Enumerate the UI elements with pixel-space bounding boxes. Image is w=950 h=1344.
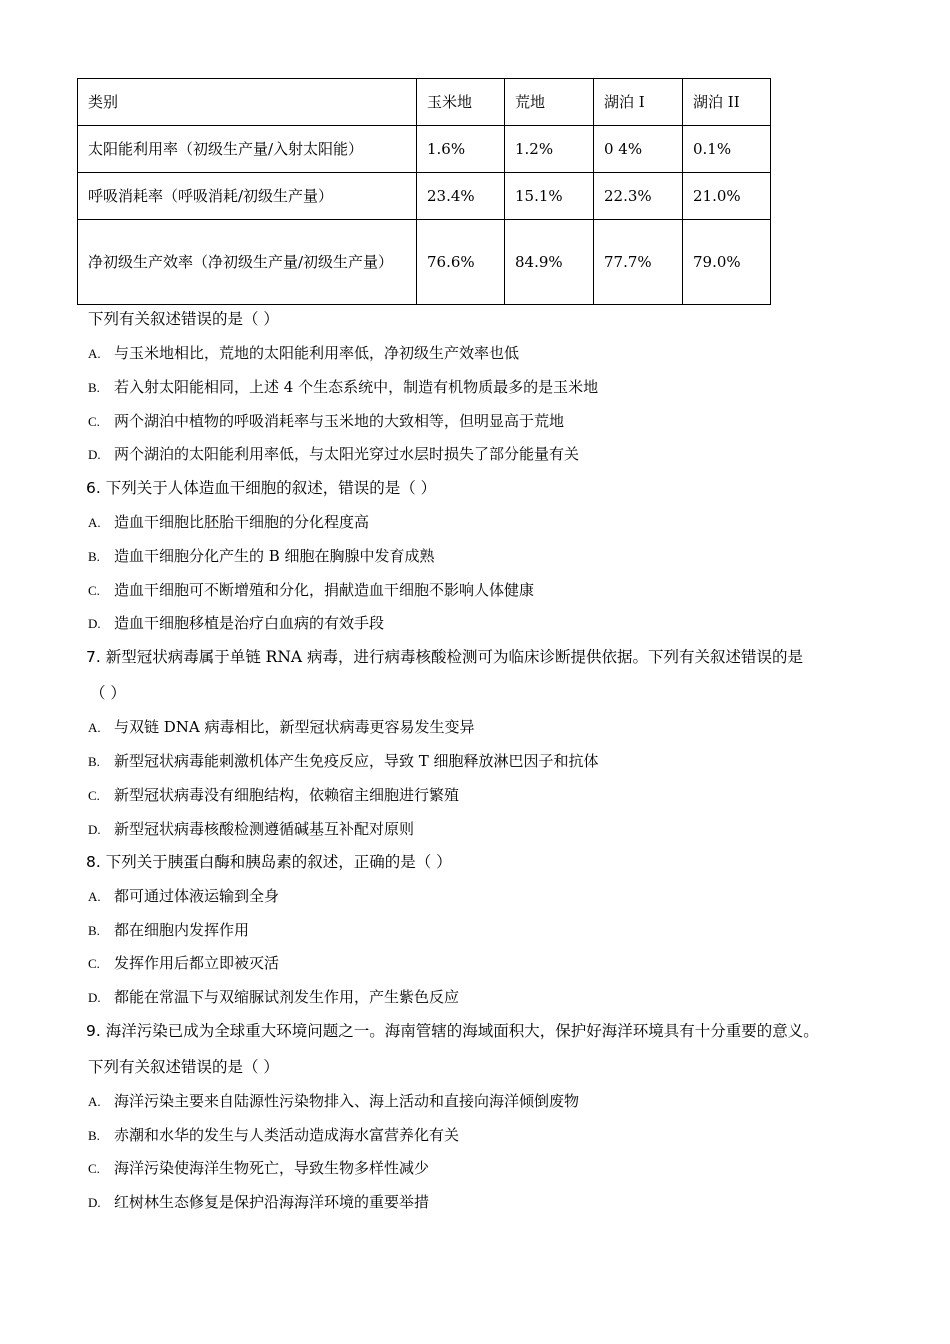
question-stem: 下列关于胰蛋白酶和胰岛素的叙述，正确的是（ ） — [105, 853, 452, 871]
question-stem-continued: 下列有关叙述错误的是（ ） — [88, 1058, 279, 1076]
table-cell: 22.3% — [594, 173, 683, 220]
option-letter: C. — [88, 956, 100, 971]
table-header-cell: 湖泊 I — [594, 79, 683, 126]
question-7 — [86, 647, 803, 667]
option-text: 新型冠状病毒能刺激机体产生免疫反应，导致 T 细胞释放淋巴因子和抗体 — [114, 752, 599, 770]
option-b — [88, 751, 599, 772]
question-number: 6. — [86, 479, 101, 497]
option-b — [88, 546, 435, 567]
option-letter: A. — [88, 720, 101, 735]
table-cell: 21.0% — [683, 173, 771, 220]
option-text: 若入射太阳能相同，上述 4 个生态系统中，制造有机物质最多的是玉米地 — [114, 378, 599, 396]
option-text: 造血干细胞分化产生的 B 细胞在胸腺中发育成熟 — [114, 547, 435, 565]
option-a — [88, 512, 369, 533]
option-c — [88, 411, 564, 432]
option-text: 造血干细胞移植是治疗白血病的有效手段 — [114, 614, 385, 632]
question-stem-continued: （ ） — [90, 684, 126, 702]
option-letter: D. — [88, 616, 101, 631]
table-cell: 79.0% — [683, 220, 771, 305]
table-cell: 84.9% — [505, 220, 594, 305]
option-text: 海洋污染主要来自陆源性污染物排入、海上活动和直接向海洋倾倒废物 — [114, 1092, 580, 1110]
question-stem: 新型冠状病毒属于单链 RNA 病毒，进行病毒核酸检测可为临床诊断提供依据。下列有关叙述错误的是 — [105, 648, 804, 666]
option-text: 与玉米地相比，荒地的太阳能利用率低，净初级生产效率也低 — [114, 344, 520, 362]
option-c — [88, 1158, 429, 1179]
option-letter: D. — [88, 1195, 101, 1210]
ecosystem-table — [77, 78, 771, 305]
option-d — [88, 987, 459, 1008]
table-cell: 净初级生产效率（净初级生产量/初级生产量） — [78, 220, 417, 305]
option-a — [88, 717, 475, 738]
option-letter: B. — [88, 1128, 100, 1143]
option-c — [88, 580, 534, 601]
question-stem: 下列有关叙述错误的是（ ） — [88, 310, 279, 328]
table-cell: 0 4% — [594, 126, 683, 173]
option-d — [88, 819, 414, 840]
table-cell: 太阳能利用率（初级生产量/入射太阳能） — [78, 126, 417, 173]
option-letter: D. — [88, 990, 101, 1005]
table-header-cell: 玉米地 — [417, 79, 505, 126]
option-text: 赤潮和水华的发生与人类活动造成海水富营养化有关 — [114, 1126, 460, 1144]
option-b — [88, 920, 249, 941]
option-letter: B. — [88, 754, 100, 769]
question-stem: 海洋污染已成为全球重大环境问题之一。海南管辖的海域面积大，保护好海洋环境具有十分重要的意义。 — [105, 1022, 819, 1040]
question-number: 7. — [86, 648, 101, 666]
table-cell: 1.2% — [505, 126, 594, 173]
question-9 — [86, 1021, 819, 1041]
option-a — [88, 1091, 579, 1112]
question-6 — [86, 478, 436, 498]
option-letter: B. — [88, 923, 100, 938]
table-cell: 76.6% — [417, 220, 505, 305]
option-text: 都可通过体液运输到全身 — [114, 887, 280, 905]
option-text: 红树林生态修复是保护沿海海洋环境的重要举措 — [114, 1193, 430, 1211]
table-cell: 15.1% — [505, 173, 594, 220]
option-letter: B. — [88, 549, 100, 564]
table-header-cell: 荒地 — [505, 79, 594, 126]
option-letter: A. — [88, 889, 101, 904]
option-a — [88, 886, 279, 907]
option-a — [88, 343, 519, 364]
option-d — [88, 1192, 429, 1213]
option-d — [88, 444, 579, 465]
option-letter: A. — [88, 1094, 101, 1109]
option-b — [88, 1125, 459, 1146]
option-text: 造血干细胞可不断增殖和分化，捐献造血干细胞不影响人体健康 — [114, 581, 535, 599]
option-letter: A. — [88, 346, 101, 361]
option-d — [88, 613, 384, 634]
option-c — [88, 785, 459, 806]
question-number: 9. — [86, 1022, 101, 1040]
option-text: 都在细胞内发挥作用 — [114, 921, 250, 939]
table-row — [78, 220, 771, 305]
table-cell: 1.6% — [417, 126, 505, 173]
option-letter: C. — [88, 583, 100, 598]
table-cell: 0.1% — [683, 126, 771, 173]
option-letter: C. — [88, 414, 100, 429]
option-text: 与双链 DNA 病毒相比，新型冠状病毒更容易发生变异 — [114, 718, 475, 736]
table-header-cell: 湖泊 II — [683, 79, 771, 126]
table-header-row — [78, 79, 771, 126]
option-letter: D. — [88, 822, 101, 837]
option-b — [88, 377, 598, 398]
question-number: 8. — [86, 853, 101, 871]
option-letter: B. — [88, 380, 100, 395]
table-header-cell: 类别 — [78, 79, 417, 126]
option-text: 海洋污染使海洋生物死亡，导致生物多样性减少 — [114, 1159, 430, 1177]
option-text: 都能在常温下与双缩脲试剂发生作用，产生紫色反应 — [114, 988, 460, 1006]
option-text: 发挥作用后都立即被灭活 — [114, 954, 280, 972]
option-text: 新型冠状病毒核酸检测遵循碱基互补配对原则 — [114, 820, 415, 838]
table-cell: 23.4% — [417, 173, 505, 220]
option-text: 新型冠状病毒没有细胞结构，依赖宿主细胞进行繁殖 — [114, 786, 460, 804]
option-letter: D. — [88, 447, 101, 462]
table-cell: 77.7% — [594, 220, 683, 305]
table-row — [78, 173, 771, 220]
option-letter: C. — [88, 1161, 100, 1176]
option-text: 造血干细胞比胚胎干细胞的分化程度高 — [114, 513, 370, 531]
option-c — [88, 953, 279, 974]
table-row — [78, 126, 771, 173]
option-letter: A. — [88, 515, 101, 530]
table-cell: 呼吸消耗率（呼吸消耗/初级生产量） — [78, 173, 417, 220]
option-text: 两个湖泊的太阳能利用率低，与太阳光穿过水层时损失了部分能量有关 — [114, 445, 580, 463]
option-letter: C. — [88, 788, 100, 803]
question-8 — [86, 852, 452, 872]
question-stem: 下列关于人体造血干细胞的叙述，错误的是（ ） — [105, 479, 437, 497]
option-text: 两个湖泊中植物的呼吸消耗率与玉米地的大致相等，但明显高于荒地 — [114, 412, 565, 430]
